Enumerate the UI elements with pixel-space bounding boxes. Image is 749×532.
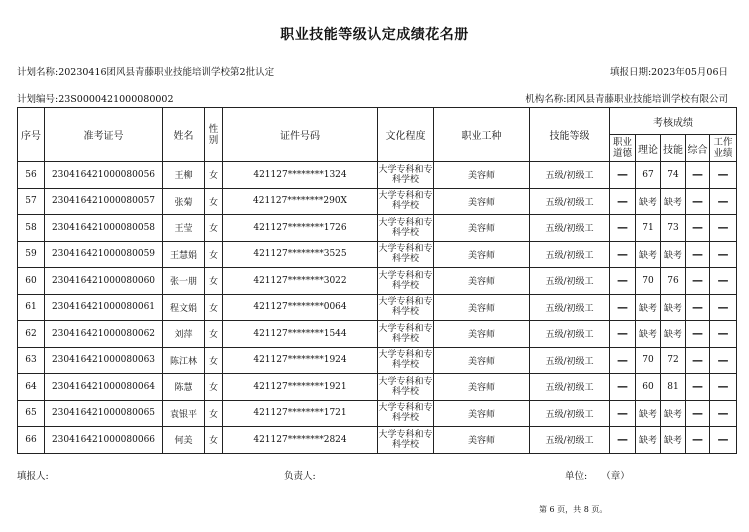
header-name: 姓名 [163, 108, 205, 162]
row-work-performance: — [710, 321, 737, 348]
row-gender: 女 [205, 241, 223, 268]
row-theory: 缺考 [636, 427, 661, 454]
unit-label-text: 单位: [565, 471, 588, 482]
row-education: 大学专科和专科学校 [378, 347, 434, 374]
header-gender: 性别 [205, 108, 223, 162]
row-id-no: 421127********1721 [223, 400, 378, 427]
row-education: 大学专科和专科学校 [378, 162, 434, 189]
row-ethics: — [610, 427, 636, 454]
row-work-performance: — [710, 162, 737, 189]
row-gender: 女 [205, 294, 223, 321]
row-composite: — [686, 215, 710, 242]
row-occupation: 美容师 [434, 162, 530, 189]
row-ethics: — [610, 400, 636, 427]
row-skill-level: 五级/初级工 [530, 400, 610, 427]
row-id-no: 421127********0064 [223, 294, 378, 321]
plan-name-value: 20230416团风县青藤职业技能培训学校第2批认定 [58, 67, 275, 78]
row-seq: 61 [18, 294, 45, 321]
row-occupation: 美容师 [434, 321, 530, 348]
row-theory: 71 [636, 215, 661, 242]
row-exam-no: 230416421000080062 [45, 321, 163, 348]
row-id-no: 421127********1921 [223, 374, 378, 401]
row-ethics: — [610, 215, 636, 242]
row-name: 张一朋 [163, 268, 205, 295]
row-work-performance: — [710, 347, 737, 374]
table-row [18, 400, 737, 427]
row-gender: 女 [205, 400, 223, 427]
row-ethics: — [610, 268, 636, 295]
table-row [18, 188, 737, 215]
plan-number-value: 23S0000421000080002 [58, 94, 174, 105]
row-ethics: — [610, 188, 636, 215]
row-occupation: 美容师 [434, 268, 530, 295]
row-composite: — [686, 268, 710, 295]
table-row [18, 427, 737, 454]
row-theory: 缺考 [636, 294, 661, 321]
row-skill: 73 [661, 215, 686, 242]
row-exam-no: 230416421000080060 [45, 268, 163, 295]
row-education: 大学专科和专科学校 [378, 268, 434, 295]
row-theory: 67 [636, 162, 661, 189]
row-composite: — [686, 427, 710, 454]
plan-name-label: 计划名称: [17, 67, 59, 78]
row-skill: 74 [661, 162, 686, 189]
page-indicator: 第 6 页，共 8 页。 [539, 505, 608, 514]
row-work-performance: — [710, 241, 737, 268]
header-occupation: 职业工种 [434, 108, 530, 162]
row-exam-no: 230416421000080066 [45, 427, 163, 454]
row-id-no: 421127********1544 [223, 321, 378, 348]
row-composite: — [686, 188, 710, 215]
row-composite: — [686, 347, 710, 374]
table-row [18, 215, 737, 242]
header-ethics: 职业道德 [610, 135, 636, 162]
row-skill-level: 五级/初级工 [530, 374, 610, 401]
row-occupation: 美容师 [434, 215, 530, 242]
row-skill-level: 五级/初级工 [530, 188, 610, 215]
row-composite: — [686, 321, 710, 348]
row-seq: 64 [18, 374, 45, 401]
header-exam-no: 准考证号 [45, 108, 163, 162]
header-skill-level: 技能等级 [530, 108, 610, 162]
row-seq: 57 [18, 188, 45, 215]
row-occupation: 美容师 [434, 427, 530, 454]
row-skill-level: 五级/初级工 [530, 241, 610, 268]
row-name: 王慧娟 [163, 241, 205, 268]
row-name: 王柳 [163, 162, 205, 189]
row-ethics: — [610, 162, 636, 189]
row-occupation: 美容师 [434, 347, 530, 374]
row-ethics: — [610, 374, 636, 401]
row-composite: — [686, 294, 710, 321]
row-skill: 81 [661, 374, 686, 401]
row-seq: 62 [18, 321, 45, 348]
row-gender: 女 [205, 268, 223, 295]
table-row [18, 374, 737, 401]
row-theory: 60 [636, 374, 661, 401]
row-skill-level: 五级/初级工 [530, 321, 610, 348]
header-composite: 综合 [686, 135, 710, 162]
document-title: 职业技能等级认定成绩花名册 [280, 27, 469, 43]
row-theory: 70 [636, 347, 661, 374]
row-skill-level: 五级/初级工 [530, 162, 610, 189]
row-work-performance: — [710, 215, 737, 242]
row-occupation: 美容师 [434, 188, 530, 215]
row-exam-no: 230416421000080065 [45, 400, 163, 427]
row-skill-level: 五级/初级工 [530, 215, 610, 242]
row-name: 王莹 [163, 215, 205, 242]
row-education: 大学专科和专科学校 [378, 188, 434, 215]
row-exam-no: 230416421000080063 [45, 347, 163, 374]
row-theory: 缺考 [636, 321, 661, 348]
row-seq: 66 [18, 427, 45, 454]
table-row [18, 162, 737, 189]
responsible-label: 负责人: [284, 471, 316, 482]
row-id-no: 421127********290X [223, 188, 378, 215]
row-exam-no: 230416421000080056 [45, 162, 163, 189]
row-gender: 女 [205, 215, 223, 242]
row-composite: — [686, 400, 710, 427]
org-name-label: 机构名称: [525, 94, 567, 105]
row-theory: 缺考 [636, 188, 661, 215]
seal-text: （章） [601, 471, 630, 482]
row-work-performance: — [710, 294, 737, 321]
row-name: 何美 [163, 427, 205, 454]
org-name [525, 91, 728, 105]
row-education: 大学专科和专科学校 [378, 427, 434, 454]
row-occupation: 美容师 [434, 374, 530, 401]
fill-date-label: 填报日期: [609, 67, 652, 78]
row-gender: 女 [205, 374, 223, 401]
unit-label [565, 468, 630, 482]
row-composite: — [686, 162, 710, 189]
table-row [18, 347, 737, 374]
row-ethics: — [610, 294, 636, 321]
row-id-no: 421127********1924 [223, 347, 378, 374]
score-roster-table [17, 107, 737, 454]
row-skill-level: 五级/初级工 [530, 294, 610, 321]
header-education: 文化程度 [378, 108, 434, 162]
row-id-no: 421127********1726 [223, 215, 378, 242]
header-seq: 序号 [18, 108, 45, 162]
row-skill: 72 [661, 347, 686, 374]
row-name: 陈江林 [163, 347, 205, 374]
row-name: 程文娟 [163, 294, 205, 321]
header-theory: 理论 [636, 135, 661, 162]
row-id-no: 421127********2824 [223, 427, 378, 454]
row-exam-no: 230416421000080057 [45, 188, 163, 215]
fill-date [610, 64, 728, 78]
row-gender: 女 [205, 347, 223, 374]
row-skill: 缺考 [661, 400, 686, 427]
row-skill: 缺考 [661, 241, 686, 268]
org-name-value: 团风县青藤职业技能培训学校有限公司 [566, 94, 728, 105]
header-work-performance: 工作业绩 [710, 135, 737, 162]
row-skill: 缺考 [661, 294, 686, 321]
row-composite: — [686, 241, 710, 268]
row-skill: 76 [661, 268, 686, 295]
row-work-performance: — [710, 374, 737, 401]
table-row [18, 241, 737, 268]
row-education: 大学专科和专科学校 [378, 374, 434, 401]
row-education: 大学专科和专科学校 [378, 241, 434, 268]
row-seq: 58 [18, 215, 45, 242]
row-education: 大学专科和专科学校 [378, 321, 434, 348]
table-row [18, 268, 737, 295]
row-ethics: — [610, 321, 636, 348]
row-name: 袁银平 [163, 400, 205, 427]
row-gender: 女 [205, 162, 223, 189]
row-name: 张菊 [163, 188, 205, 215]
row-seq: 59 [18, 241, 45, 268]
row-gender: 女 [205, 321, 223, 348]
row-occupation: 美容师 [434, 400, 530, 427]
row-occupation: 美容师 [434, 241, 530, 268]
row-skill: 缺考 [661, 321, 686, 348]
header-scores-group: 考核成绩 [610, 108, 737, 135]
row-education: 大学专科和专科学校 [378, 400, 434, 427]
row-id-no: 421127********3022 [223, 268, 378, 295]
row-theory: 缺考 [636, 400, 661, 427]
row-name: 刘萍 [163, 321, 205, 348]
row-work-performance: — [710, 268, 737, 295]
row-education: 大学专科和专科学校 [378, 294, 434, 321]
row-exam-no: 230416421000080061 [45, 294, 163, 321]
row-composite: — [686, 374, 710, 401]
row-work-performance: — [710, 188, 737, 215]
row-skill: 缺考 [661, 188, 686, 215]
row-education: 大学专科和专科学校 [378, 215, 434, 242]
row-theory: 缺考 [636, 241, 661, 268]
row-exam-no: 230416421000080059 [45, 241, 163, 268]
row-id-no: 421127********1324 [223, 162, 378, 189]
row-gender: 女 [205, 188, 223, 215]
plan-number [17, 91, 174, 105]
row-gender: 女 [205, 427, 223, 454]
row-name: 陈慧 [163, 374, 205, 401]
row-ethics: — [610, 241, 636, 268]
row-seq: 60 [18, 268, 45, 295]
row-seq: 56 [18, 162, 45, 189]
row-occupation: 美容师 [434, 294, 530, 321]
plan-number-label: 计划编号: [17, 94, 59, 105]
row-exam-no: 230416421000080064 [45, 374, 163, 401]
table-row [18, 321, 737, 348]
row-work-performance: — [710, 400, 737, 427]
row-theory: 70 [636, 268, 661, 295]
filler-label: 填报人: [17, 471, 49, 482]
row-id-no: 421127********3525 [223, 241, 378, 268]
row-seq: 63 [18, 347, 45, 374]
row-work-performance: — [710, 427, 737, 454]
row-skill-level: 五级/初级工 [530, 427, 610, 454]
fill-date-value: 2023年05月06日 [651, 67, 728, 78]
row-skill-level: 五级/初级工 [530, 268, 610, 295]
plan-name [17, 64, 274, 78]
row-skill: 缺考 [661, 427, 686, 454]
row-exam-no: 230416421000080058 [45, 215, 163, 242]
row-ethics: — [610, 347, 636, 374]
row-seq: 65 [18, 400, 45, 427]
header-id-no: 证件号码 [223, 108, 378, 162]
table-row [18, 294, 737, 321]
header-skill: 技能 [661, 135, 686, 162]
row-skill-level: 五级/初级工 [530, 347, 610, 374]
